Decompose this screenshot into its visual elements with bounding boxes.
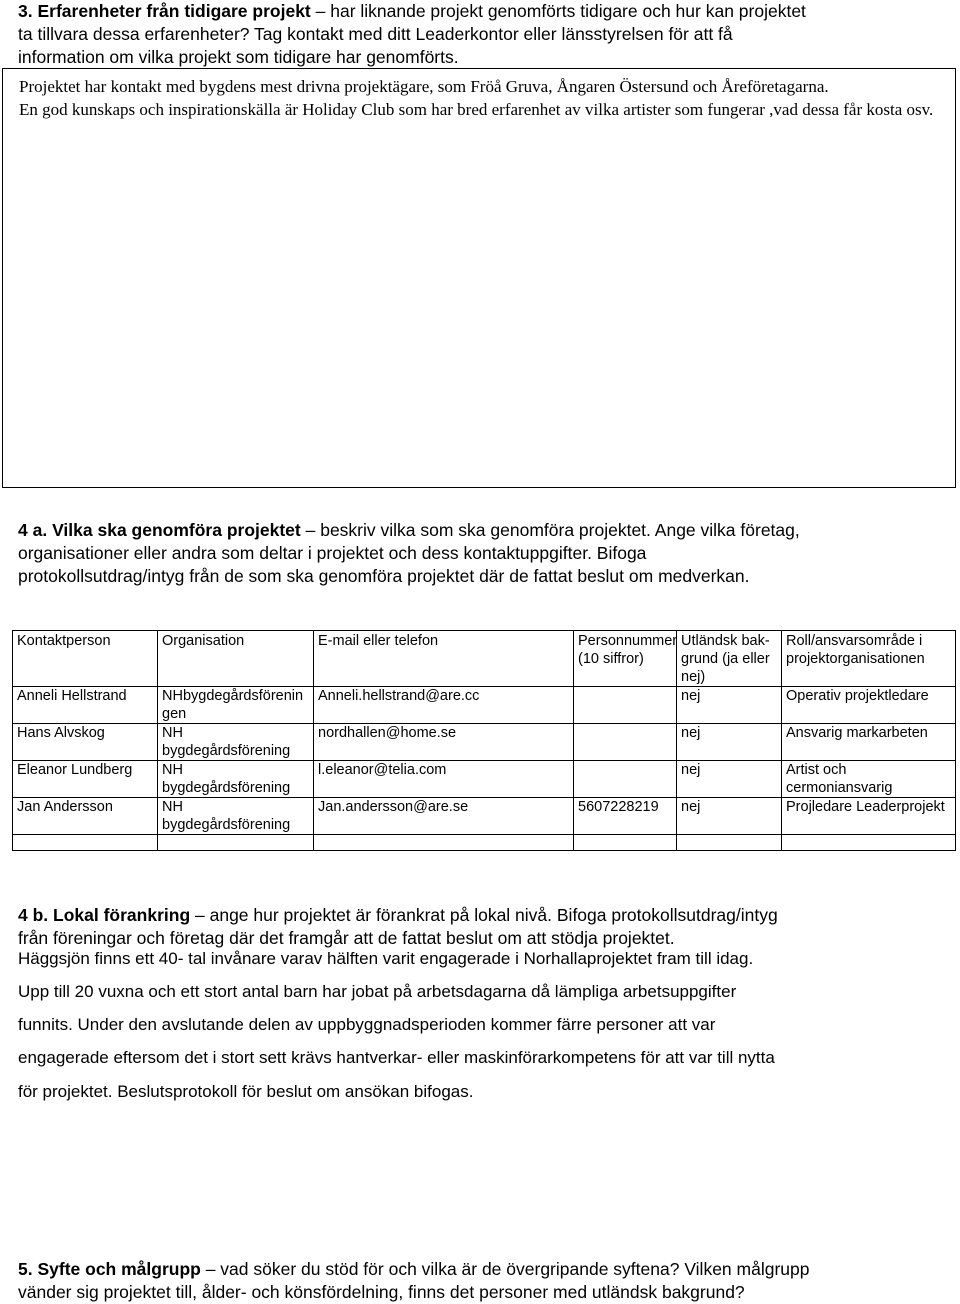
section-3-number: 3. — [18, 1, 33, 21]
cell-contact[interactable]: Eleanor Lundberg — [13, 761, 158, 798]
cell-personnummer[interactable] — [574, 724, 677, 761]
cell-email[interactable]: Anneli.hellstrand@are.cc — [314, 687, 574, 724]
header-personnummer: Personnummer (10 siffror) — [574, 631, 677, 687]
section-3-title: Erfarenheter från tidigare projekt — [37, 1, 311, 21]
table-row — [13, 761, 956, 798]
section-5-title: Syfte och målgrupp — [37, 1259, 201, 1279]
table-row — [13, 687, 956, 724]
section-4a-line1: – beskriv vilka som ska genomföra projektet. Ange vilka företag, — [300, 520, 800, 540]
section-4b-text-line3: funnits. Under den avslutande delen av uppbyggnadsperioden kommer färre personer att var — [18, 1015, 716, 1034]
section-3-heading — [18, 0, 948, 69]
section-5-line1: – vad söker du stöd för och vilka är de övergripande syftena? Vilken målgrupp — [200, 1259, 810, 1279]
header-organisation: Organisation — [158, 631, 314, 687]
cell-organisation[interactable]: NH bygdegårdsförening — [158, 761, 314, 798]
contacts-table — [12, 630, 956, 851]
cell-role[interactable]: Ansvarig markarbeten — [782, 724, 956, 761]
cell-personnummer[interactable]: 5607228219 — [574, 798, 677, 835]
cell-foreign-background[interactable]: nej — [677, 687, 782, 724]
header-email: E-mail eller telefon — [314, 631, 574, 687]
section-4b-line2: från föreningar och företag där det framgår att de fattat beslut om att stödja projektet. — [18, 928, 675, 948]
section-5-heading — [18, 1258, 948, 1304]
cell-email[interactable]: nordhallen@home.se — [314, 724, 574, 761]
section-4b-text-line2: Upp till 20 vuxna och ett stort antal barn har jobat på arbetsdagarna då lämpliga arbetsuppgifter — [18, 982, 737, 1001]
cell-empty[interactable] — [574, 835, 677, 851]
section-3-answer-p2: En god kunskaps och inspirationskälla är Holiday Club som har bred erfarenhet av vilka artister som fungerar ,vad dessa får kosta osv. — [19, 100, 934, 119]
cell-role[interactable]: Operativ projektledare — [782, 687, 956, 724]
section-3-line3: information om vilka projekt som tidigare har genomförts. — [18, 47, 459, 67]
section-4b-line1: – ange hur projektet är förankrat på lokal nivå. Bifoga protokollsutdrag/intyg — [190, 905, 778, 925]
cell-empty[interactable] — [158, 835, 314, 851]
header-role: Roll/ansvarsområde i projektorganisationen — [782, 631, 956, 687]
table-row — [13, 798, 956, 835]
cell-contact[interactable]: Jan Andersson — [13, 798, 158, 835]
section-5-line2: vänder sig projektet till, ålder- och könsfördelning, finns det personer med utländsk bakgrund? — [18, 1282, 745, 1302]
cell-foreign-background[interactable]: nej — [677, 761, 782, 798]
table-header-row — [13, 631, 956, 687]
section-3-question: – har liknande projekt genomförts tidigare och hur kan projektet — [310, 1, 806, 21]
cell-foreign-background[interactable]: nej — [677, 724, 782, 761]
header-contact: Kontaktperson — [13, 631, 158, 687]
cell-organisation[interactable]: NH bygdegårdsförening — [158, 724, 314, 761]
section-4b-text-line1: Häggsjön finns ett 40- tal invånare varav hälften varit engagerade i Norhallaprojektet fram till idag. — [18, 949, 754, 968]
cell-email[interactable]: l.eleanor@telia.com — [314, 761, 574, 798]
section-4b-text-line5: för projektet. Beslutsprotokoll för beslut om ansökan bifogas. — [18, 1082, 474, 1101]
header-foreign-background: Utländsk bak-grund (ja eller nej) — [677, 631, 782, 687]
cell-contact[interactable]: Anneli Hellstrand — [13, 687, 158, 724]
cell-empty[interactable] — [314, 835, 574, 851]
cell-personnummer[interactable] — [574, 761, 677, 798]
section-4a-number: 4 a. — [18, 520, 48, 540]
cell-organisation[interactable]: NHbygdegårdsföreningen — [158, 687, 314, 724]
section-4b-heading — [18, 904, 948, 950]
section-4b-title: Lokal förankring — [53, 905, 191, 925]
table-row — [13, 724, 956, 761]
cell-foreign-background[interactable]: nej — [677, 798, 782, 835]
section-4b-text-line4: engagerade eftersom det i stort sett krävs hantverkar- eller maskinförarkompetens för att var till nytta — [18, 1048, 775, 1067]
cell-role[interactable]: Artist och cermoniansvarig — [782, 761, 956, 798]
section-4a-title: Vilka ska genomföra projektet — [52, 520, 301, 540]
section-4a-line3: protokollsutdrag/intyg från de som ska genomföra projektet där de fattat beslut om medverkan. — [18, 566, 750, 586]
section-4a-line2: organisationer eller andra som deltar i projektet och dess kontaktuppgifter. Bifoga — [18, 543, 647, 563]
cell-contact[interactable]: Hans Alvskog — [13, 724, 158, 761]
cell-email[interactable]: Jan.andersson@are.se — [314, 798, 574, 835]
section-3-line2: ta tillvara dessa erfarenheter? Tag kontakt med ditt Leaderkontor eller länsstyrelsen för att få — [18, 24, 733, 44]
cell-empty[interactable] — [677, 835, 782, 851]
section-4b-number: 4 b. — [18, 905, 49, 925]
cell-role[interactable]: Projledare Leaderprojekt — [782, 798, 956, 835]
table-row-empty — [13, 835, 956, 851]
cell-empty[interactable] — [782, 835, 956, 851]
section-3-answer-p1: Projektet har kontakt med bygdens mest drivna projektägare, som Fröå Gruva, Ångaren Östersund och Åreföretagarna. — [19, 77, 829, 96]
cell-personnummer[interactable] — [574, 687, 677, 724]
cell-organisation[interactable]: NH bygdegårdsförening — [158, 798, 314, 835]
section-5-number: 5. — [18, 1259, 33, 1279]
cell-empty[interactable] — [13, 835, 158, 851]
section-3-answer-box[interactable] — [2, 68, 956, 488]
section-4a-heading — [18, 519, 948, 588]
